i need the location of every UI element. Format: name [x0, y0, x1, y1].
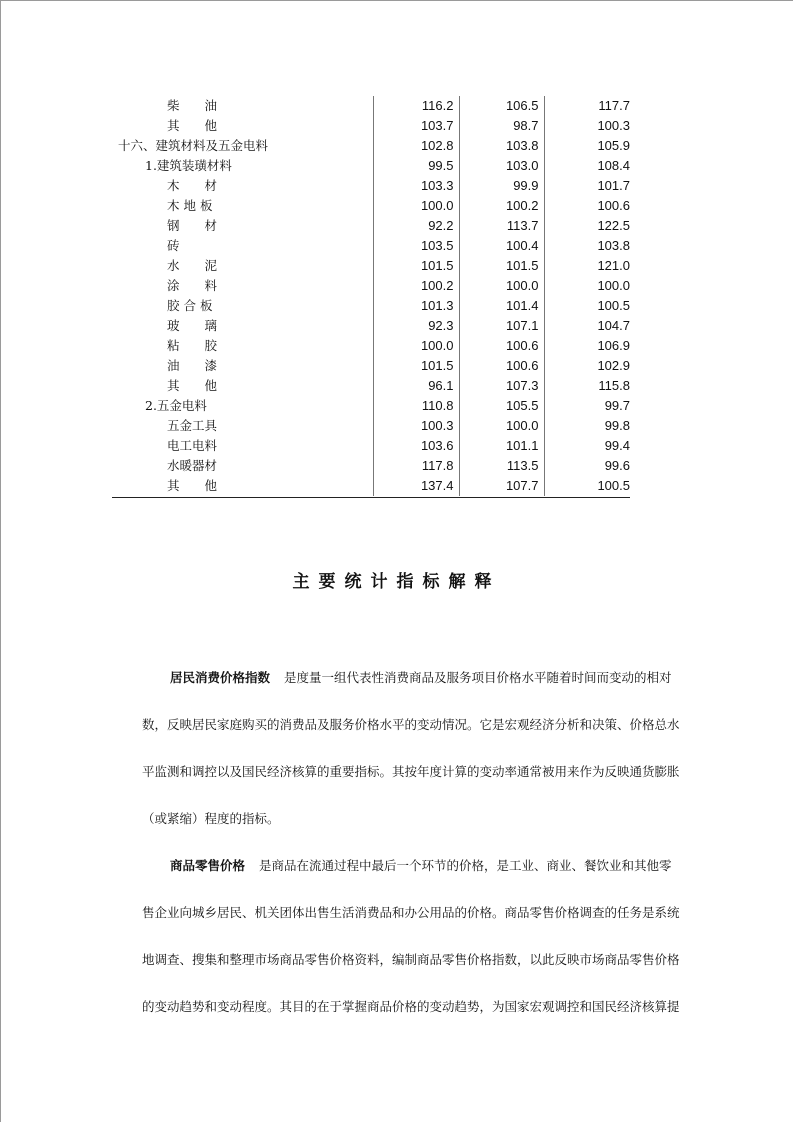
table-bottom-rule: [112, 497, 630, 498]
row-value-col3: 99.4: [544, 436, 630, 456]
row-value-col1: 100.2: [373, 276, 459, 296]
row-value-col1: 103.6: [373, 436, 459, 456]
row-label: 其 他: [167, 118, 218, 133]
definition-line: 平监测和调控以及国民经济核算的重要指标。其按年度计算的变动率通常被用来作为反映通货膨胀: [142, 764, 680, 779]
definition-line: 数，反映居民家庭购买的消费品及服务价格水平的变动情况。它是宏观经济分析和决策、价格总水: [142, 717, 680, 732]
table-row: [112, 456, 630, 476]
row-value-col3: 100.0: [544, 276, 630, 296]
definition-line: 售企业向城乡居民、机关团体出售生活消费品和办公用品的价格。商品零售价格调查的任务是系统: [142, 905, 680, 920]
row-value-col2: 101.4: [459, 296, 544, 316]
row-value-col2: 105.5: [459, 396, 544, 416]
row-value-col3: 100.5: [544, 476, 630, 496]
table-row: [112, 356, 630, 376]
table-row: [112, 336, 630, 356]
row-value-col2: 100.4: [459, 236, 544, 256]
row-value-col3: 101.7: [544, 176, 630, 196]
row-value-col1: 99.5: [373, 156, 459, 176]
row-value-col1: 102.8: [373, 136, 459, 156]
row-value-col1: 100.0: [373, 336, 459, 356]
table-row: [112, 176, 630, 196]
row-label: 五金工具: [167, 418, 218, 433]
row-label: 涂 料: [167, 278, 218, 293]
row-value-col1: 101.5: [373, 256, 459, 276]
page-border-top: [0, 0, 793, 1]
row-value-col2: 107.3: [459, 376, 544, 396]
row-value-col2: 100.6: [459, 356, 544, 376]
row-label: 木 地 板: [167, 198, 213, 213]
table-row: [112, 476, 630, 496]
row-label: 水 泥: [167, 258, 218, 273]
definition-text: 是商品在流通过程中最后一个环节的价格，是工业、商业、餐饮业和其他零: [259, 858, 672, 873]
row-value-col2: 103.8: [459, 136, 544, 156]
row-label: 十六、建筑材料及五金电料: [118, 138, 269, 153]
definition-line: [142, 668, 672, 715]
row-value-col3: 99.8: [544, 416, 630, 436]
row-value-col1: 110.8: [373, 396, 459, 416]
table-row: [112, 436, 630, 456]
definition-line: 的变动趋势和变动程度。其目的在于掌握商品价格的变动趋势，为国家宏观调控和国民经济核算提: [142, 999, 680, 1014]
row-value-col1: 92.3: [373, 316, 459, 336]
row-value-col2: 107.1: [459, 316, 544, 336]
row-value-col1: 103.7: [373, 116, 459, 136]
row-value-col1: 103.5: [373, 236, 459, 256]
row-value-col3: 105.9: [544, 136, 630, 156]
row-value-col1: 137.4: [373, 476, 459, 496]
table-row: [112, 276, 630, 296]
row-value-col2: 101.1: [459, 436, 544, 456]
definition-line: （或紧缩）程度的指标。: [142, 811, 280, 826]
row-value-col2: 107.7: [459, 476, 544, 496]
row-value-col3: 121.0: [544, 256, 630, 276]
table-row: [112, 216, 630, 236]
row-value-col2: 101.5: [459, 256, 544, 276]
row-label: 2.五金电料: [145, 398, 207, 413]
row-label: 电工电料: [167, 438, 218, 453]
definition-retail-price: [142, 856, 680, 1044]
row-value-col3: 100.6: [544, 196, 630, 216]
table-row: [112, 236, 630, 256]
row-label: 1.建筑装璜材料: [145, 158, 232, 173]
row-value-col3: 104.7: [544, 316, 630, 336]
row-value-col2: 100.0: [459, 276, 544, 296]
table-row: [112, 296, 630, 316]
row-value-col1: 101.5: [373, 356, 459, 376]
row-value-col1: 103.3: [373, 176, 459, 196]
row-value-col1: 96.1: [373, 376, 459, 396]
section-title: 主要统计指标解释: [292, 572, 501, 592]
table-row: [112, 116, 630, 136]
row-label: 砖: [167, 238, 180, 253]
table-row: [112, 156, 630, 176]
definition-cpi: [142, 668, 680, 856]
row-value-col2: 98.7: [459, 116, 544, 136]
row-value-col2: 113.7: [459, 216, 544, 236]
row-value-col2: 99.9: [459, 176, 544, 196]
row-label: 油 漆: [167, 358, 218, 373]
definition-line: [142, 856, 672, 903]
row-value-col2: 103.0: [459, 156, 544, 176]
row-value-col3: 103.8: [544, 236, 630, 256]
row-value-col2: 100.2: [459, 196, 544, 216]
row-value-col3: 100.3: [544, 116, 630, 136]
row-value-col3: 102.9: [544, 356, 630, 376]
table-row: [112, 316, 630, 336]
table-row: [112, 96, 630, 116]
row-value-col2: 100.0: [459, 416, 544, 436]
row-value-col2: 106.5: [459, 96, 544, 116]
page-border-left: [0, 0, 1, 1122]
row-value-col3: 99.7: [544, 396, 630, 416]
row-value-col1: 101.3: [373, 296, 459, 316]
row-value-col2: 100.6: [459, 336, 544, 356]
row-label: 其 他: [167, 378, 218, 393]
row-label: 粘 胶: [167, 338, 218, 353]
table-row: [112, 196, 630, 216]
row-value-col3: 106.9: [544, 336, 630, 356]
row-value-col3: 99.6: [544, 456, 630, 476]
row-value-col1: 116.2: [373, 96, 459, 116]
table-row: [112, 136, 630, 156]
row-label: 水暖器材: [167, 458, 218, 473]
definition-line: 地调查、搜集和整理市场商品零售价格资料，编制商品零售价格指数，以此反映市场商品零售价格: [142, 952, 680, 967]
row-value-col3: 100.5: [544, 296, 630, 316]
row-label: 其 他: [167, 478, 218, 493]
definition-term: 居民消费价格指数: [170, 670, 271, 685]
row-value-col1: 100.0: [373, 196, 459, 216]
table-row: [112, 416, 630, 436]
row-value-col1: 92.2: [373, 216, 459, 236]
definition-text: 是度量一组代表性消费商品及服务项目价格水平随着时间而变动的相对: [284, 670, 672, 685]
row-value-col1: 117.8: [373, 456, 459, 476]
table-row: [112, 256, 630, 276]
definition-term: 商品零售价格: [170, 858, 246, 873]
row-value-col3: 122.5: [544, 216, 630, 236]
row-value-col3: 115.8: [544, 376, 630, 396]
table-row: [112, 376, 630, 396]
table-body: [112, 96, 630, 496]
row-value-col2: 113.5: [459, 456, 544, 476]
row-label: 柴 油: [167, 98, 218, 113]
row-value-col1: 100.3: [373, 416, 459, 436]
price-index-table: [112, 96, 630, 498]
row-label: 玻 璃: [167, 318, 218, 333]
row-value-col3: 108.4: [544, 156, 630, 176]
row-label: 胶 合 板: [167, 298, 213, 313]
row-label: 钢 材: [167, 218, 218, 233]
table-row: [112, 396, 630, 416]
row-value-col3: 117.7: [544, 96, 630, 116]
row-label: 木 材: [167, 178, 218, 193]
